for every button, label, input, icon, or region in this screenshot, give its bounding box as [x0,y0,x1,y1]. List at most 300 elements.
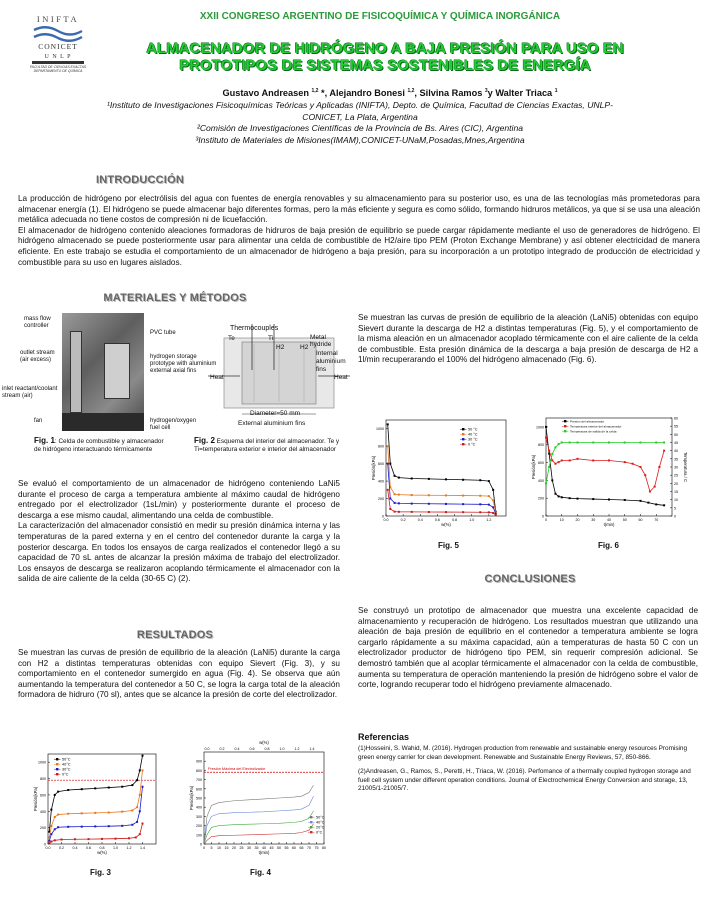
fig6-data-point [592,498,594,500]
fig6-ytick-label: 800 [538,443,544,448]
fig3-ytick-label: 0 [44,842,46,847]
fig4-series-line [204,824,314,844]
intro-paragraph-2: El almacenador de hidrógeno contenido aleaciones formadoras de hidruros de baja presión de equilibrio se puede cargar rápidamente mediante el uso de generadores de hidrógeno. El hidrógeno almacenado se puede posteriormente usar para alimentar una celda de combustible de H2/aire tipo PEM (Proton Exchange Membrane) y así obtener electricidad de manera eficiente. En este trabajo se estudia el comportamiento de un almacenador de hidrógeno a baja presión, para su incorporación a un prototipo integrado de producción de electricidad y combustible para su uso en lugares aislados. [18,225,700,267]
fig6-data-point [640,442,642,444]
fig2-label-thermocouples: Thermocouples [230,325,279,332]
fig3-legend-label: 50°C [62,757,71,762]
fig3-data-point [131,809,133,811]
fig6-y2tick-label: 10 [674,498,678,503]
fig6-data-point [545,437,547,439]
fig5-data-point [394,511,396,513]
fig2-label-h2-right: H2 [300,344,309,351]
fig4-ytick-label: 200 [196,824,202,829]
fig3-legend-label: 40°C [62,762,71,767]
fig3-xtick-label: 0.2 [59,846,64,850]
fig5-data-point [462,503,464,505]
fig3-data-point [94,787,96,789]
fig5-data-point [394,493,396,495]
fig5-data-point [479,503,481,505]
right-paragraph-1: Se muestran las curvas de presión de equilibrio de la aleación (LaNi5) obtenidas con equipo Sievert durante la descarga de H2 a distintas temperaturas (Fig. 5), y el comportamiento de la misma aleación en un almacenador acoplado térmicamente con el aire caliente de la celda de combustible. Esta presión dinámica de la descarga a baja presión de descarga de H2 a 1l/min recuperarando el 100% del hidrógeno almacenado (Fig. 6). [358,313,698,365]
fig5-data-point [398,477,400,479]
affiliation-1-line-2: CONICET, La Plata, Argentina [302,111,418,122]
fig4-xtick-label: 70 [307,846,311,850]
fig5-data-point [479,479,481,481]
fig6-data-point [655,442,657,444]
fig5-ytick-label: 400 [378,479,384,484]
fig3-ytick-label: 800 [40,777,46,782]
fig5-data-point [411,494,413,496]
fig3-data-point [139,833,141,835]
fig5-xtick-label: 0.0 [383,518,389,522]
fig5-data-point [445,494,447,496]
conclusions-heading: CONCLUSIONES [484,573,576,585]
fig5-ytick-label: 0 [382,514,384,519]
fig5-chart [366,412,512,530]
fig5-data-point [389,498,391,500]
fig6-legend-label: Presión del almacenador [570,419,605,424]
fig3-data-point [142,769,144,771]
fig3-data-point [50,809,52,811]
reference-2: (2)Andreasen, G., Ramos, S., Peretti, H., Triaca, W. (2016). Perfomance of a thermally coupled hydrogen storage and fuell cell system under different operation conditions. Journal of Electrochemical Energy Conversion and storage, 13, 21005/1-21005/7. [358,768,691,793]
fig1-label-pvc: PVC tube [150,330,176,336]
conicet-logo-icon [28,26,88,42]
fig2-caption-text: Esquema del interior del almacenador. Te y Ti=temperatura exterior e interior del almacenador [194,438,340,453]
fig3-data-point [121,811,123,813]
fig4-top-tick-label: 1.2 [294,747,300,751]
fig6-y2tick-label: 45 [674,441,678,445]
fig6-data-point [608,442,610,444]
fig6-data-point [545,426,547,428]
fig4-top-tick-label: 0.2 [219,747,225,751]
reference-1: (1)Hosseini, S. Wahid, M. (2016). Hydrogen production from renewable and sustainable energy resources Promising green energy carrier for clean development. Renewable and Sustainable Energy Reviews, 57, 850-866. [358,745,688,761]
references-list [358,745,698,794]
fig5-data-point [492,489,494,491]
fig5-data-point [387,445,389,447]
fig5-data-point [394,475,396,477]
fig4-ylabel: Presión(kPa) [189,785,194,811]
fig6-legend-label: Temperatura interior del almacenador [570,424,622,429]
fig6-ytick-label: 1000 [536,425,544,430]
fig5-xtick-label: 0.8 [452,518,458,522]
fig5-data-point [411,511,413,513]
fig5-ytick-label: 200 [378,497,384,502]
fig3-data-point [142,786,144,788]
fig4-top-tick-label: 0.4 [234,747,240,751]
fig3-data-point [67,789,69,791]
fig2-label-h2-left: H2 [276,344,285,351]
fig3-data-point [121,786,123,788]
fig3-data-point [108,825,110,827]
fig6-data-point [647,502,649,504]
fig3-data-point [57,826,59,828]
fig1-caption [34,437,168,454]
fig6-xtick-label: 0 [545,518,547,522]
intro-heading: INTRODUCCIÓN [96,174,184,186]
fig5-xtick-label: 0.2 [400,518,406,522]
intro-text [18,194,700,268]
fig6-data-point [569,442,571,444]
fig3-xtick-label: 1.2 [126,846,132,850]
fig1-fuelcell-shape [104,343,130,399]
fig4-ytick-label: 900 [196,759,202,764]
fig3-data-point [142,823,144,825]
fig6-chart [526,412,692,530]
fig6-xtick-label: 40 [607,518,611,522]
fig6-ytick-label: 200 [538,496,544,501]
fig4-top-tick-label: 0.6 [249,747,255,751]
fig6-data-point [649,491,651,493]
fig6-data-point [592,459,594,461]
methods-paragraph-1: Se evaluó el comportamiento de un almacenador de hidrógeno conteniendo LaNi5 durante el proceso de carga a temperatura ambiente al máximo caudal de hidrógeno entregado por el electrolizador (1sL/min) y posteriormente durante el proceso de descarga a ese mismo caudal, alimentando una celda de combustible. [18,479,340,520]
fig6-data-point [569,459,571,461]
fig3-chart [30,748,162,858]
fig2-caption [194,437,344,454]
fig3-xtick-label: 0.0 [45,846,51,850]
fig5-data-point [428,494,430,496]
fig4-ytick-label: 600 [196,787,202,792]
fig3-data-point [94,812,96,814]
results-text [18,648,340,701]
fig5-legend-label: 40 °C [468,432,478,437]
affiliation-2: ²Comisión de Investigaciones Científicas de la Provincia de Bs. Aires (CIC), Argentina [196,123,524,133]
fig5-data-point [411,503,413,505]
fig2-label-diameter: Diameter=50 mm [250,410,301,417]
fig4-ytick-label: 100 [196,833,202,838]
fig5-data-point [387,423,389,425]
fig2-label-metal-hydride: Metal hydride [310,334,332,348]
fig4-xtick-label: 30 [247,846,251,850]
fig5-data-point [394,502,396,504]
fig5-xtick-label: 0.6 [434,518,440,522]
fig6-data-point [577,458,579,460]
fig5-ytick-label: 1000 [376,427,384,432]
fig6-data-point [554,446,556,448]
references-heading: Referencias [358,732,410,742]
fig4-xtick-label: 0 [203,846,205,850]
fig6-data-point [663,450,665,452]
conclusions-text [358,606,698,691]
fig5-legend-label: 0 °C [468,442,476,447]
fig3-xtick-label: 1.4 [140,846,145,850]
fig6-data-point [644,474,646,476]
fig5-xtick-label: 1.0 [469,518,475,522]
fig1-label-outlet: outlet stream (air excess) [20,350,55,363]
fig5-data-point [488,480,490,482]
fig4-ytick-label: 300 [196,814,202,819]
methods-paragraph-2: La caracterización del almacenador consistió en medir su presión dinámica interna y las temperaturas de la pared externa y en el centro del contenedor durante la carga y la posterior descarga. En todos los ensayos de carga realizados el contenedor llegó a su capacidad de 70 sL antes de alcanzar la presión máxima de trabajo del electrolizador. Los ensayos de descarga se realizaron acoplando térmicamente el almacenador con la salida de aire caliente de la celda (30-65 C) (2). [18,521,340,584]
fig6-xtick-label: 20 [575,518,580,522]
fig4-xtick-label: 10 [217,846,221,850]
fig2-label-ti: Ti [268,335,274,342]
fig5-xlabel: w(%) [441,522,451,527]
fig3-data-point [136,779,138,781]
fig6-data-point [577,498,579,500]
intro-paragraph-1: La producción de hidrógeno por electrólisis del agua con fuentes de energía renovables y su almacenamiento para su posterior uso, es una de las tecnologías más prometedoras para almacenar energía (1). El hidrógeno se puede almacenar bajo diferentes formas, pero la más eficiente y segura es como sólido, formando hidruros metálicos, ya que si se usa una aleación metálica adecuada no tiene costos de compresión ni de licuefacción. [18,194,700,225]
fig4-xtick-label: 80 [322,846,326,850]
fig6-data-point [654,486,656,488]
fig3-data-point [54,839,56,841]
fig3-legend-label: 30°C [62,767,71,772]
fig3-data-point [50,825,52,827]
fig5-series-line [388,464,496,514]
fig4-xtick-label: 40 [262,846,266,850]
fig3-xtick-label: 1.0 [113,846,118,850]
fig3-data-point [121,825,123,827]
fig5-data-point [479,511,481,513]
fig3-data-point [50,841,52,843]
fig6-data-point [554,493,556,495]
fig3-ytick-label: 200 [40,826,46,831]
fig5-label: Fig. 5 [438,541,459,550]
fig6-data-point [551,479,553,481]
fig3-data-point [139,769,141,771]
fig6-y2tick-label: 35 [674,457,678,462]
fig6-data-point [577,442,579,444]
fig3-xlabel: w(%) [97,850,107,855]
fig4-series-line [204,785,314,844]
authors: Gustavo Andreasen $^{1,2}$ *, Alejandro Bonesi $^{1,2}$, Silvina Ramos $^3$y Walter Triaca $^1$ [222,88,558,99]
fig5-plot-frame [386,420,506,516]
fig3-data-point [81,788,83,790]
fig3-data-point [135,836,137,838]
fig4-plot-frame [204,752,324,844]
fig6-data-point [655,503,657,505]
fig3-data-point [48,840,50,842]
fig6-xtick-label: 10 [559,518,564,522]
fig1-label-storage: hydrogen storage prototype with aluminium external axial fins [150,354,217,374]
fig1-label-inlet: inlet reactant/coolant stream (air) [2,386,58,399]
fig3-ytick-label: 1000 [38,760,46,765]
fig5-xtick-label: 1.2 [486,518,492,522]
fig3-data-point [108,787,110,789]
fig5-data-point [387,463,389,465]
fig5-data-point [488,495,490,497]
fig4-ytick-label: 0 [200,842,202,847]
fig6-ytick-label: 0 [542,514,544,519]
fig4-series-line [204,796,314,844]
conclusions-paragraph-1: Se construyó un prototipo de almacenador que muestra una excelente capacidad de almacenamiento y recuperación de hidrógeno. Los resultados muestran que utilizando una aleación de baja presión de equilibrio en el contenedor a temperatura ambiente se logra cargarlo rápidamente a su máxima capacidad, aún a temperaturas de hasta 50 C con un electrolizador productor de hidrógeno tipo PEM, sin requerir compresión adicional. Se demostró también que al acoplar térmicamente el almacenador con la celda de combustible, aumenta su temperatura de operación manteniendo la presión de hidrógeno sobre el valor de corte, logrando recuperar todo el hidrógeno previamente almacenado. [358,606,698,690]
fig4-xtick-label: 20 [232,846,236,850]
right-column-text [358,313,698,366]
fig5-data-point [445,503,447,505]
fig1-label-fan: fan [34,418,43,424]
fig5-data-point [492,499,494,501]
fig5-data-point [495,514,497,516]
fig4-legend-label: 40°C [316,820,325,825]
fig6-data-point [561,496,563,498]
fig3-data-point [88,838,90,840]
fig6-y2tick-label: 0 [674,514,676,519]
fig5-ytick-label: 800 [378,444,384,449]
fig4-xtick-label: 60 [292,846,296,850]
fig3-data-point [142,755,144,757]
fig3-data-point [57,814,59,816]
fig5-data-point [411,477,413,479]
fig6-data-point [640,466,642,468]
fig6-data-point [658,466,660,468]
fig6-ytick-label: 600 [538,461,544,466]
fig3-data-point [128,837,130,839]
fig3-data-point [139,810,141,812]
fig4-top-tick-label: 0.0 [204,747,210,751]
fig2-label-heat-right: Heat [334,374,348,381]
fig6-data-point [561,459,563,461]
fig1-label-mfc: mass flow controller [24,316,51,329]
fig4-xtick-label: 50 [277,846,281,850]
fig5-series-line [388,424,496,511]
fig4-cutoff-label: Presión Máxima del Electrolizador [208,767,266,772]
fig6-data-point [548,450,550,452]
fig3-ytick-label: 600 [40,793,46,798]
methods-heading: MATERIALES Y MÉTODOS [103,292,247,304]
fig6-xtick-label: 30 [591,518,596,522]
fig5-data-point [389,508,391,510]
fig6-data-point [561,442,563,444]
fig2-caption-label: Fig. 2 [194,436,215,445]
logo-block [28,14,88,88]
fig6-series-line [546,438,664,492]
fig3-data-point [81,812,83,814]
fig6-legend-label: Temperatura de salida de la celda [570,429,617,434]
fig3-data-point [67,813,69,815]
fig6-y2tick-label: 50 [674,432,678,437]
fig6-y2tick-label: 55 [674,424,678,429]
fig1-label-fuelcell: hydrogen/oxygen fuel cell [150,418,197,431]
fig5-legend-label: 50 °C [468,427,478,432]
fig4-top-tick-label: 0.8 [264,747,270,751]
fig1-tube-shape [70,331,82,413]
fig2-label-external-fins: External aluminium fins [238,420,306,427]
fig5-data-point [445,511,447,513]
fig4-xtick-label: 5 [210,846,213,850]
fig6-series-line [546,443,664,484]
fig3-data-point [57,791,59,793]
fig6-y2tick-label: 5 [674,506,676,511]
fig3-legend-label: 0°C [62,772,69,777]
fig6-data-point [558,461,560,463]
fig6-y2tick-label: 25 [674,473,678,478]
fig3-data-point [94,825,96,827]
congress-name: XXII CONGRESO ARGENTINO DE FISICOQUÍMICA Y QUÍMICA INORGÁNICA [199,11,561,22]
fig3-data-point [74,838,76,840]
fig3-data-point [108,812,110,814]
fig4-series-line [204,811,314,844]
logo-conicet-text: CONICET [38,42,78,51]
fig6-y2tick-label: 30 [674,465,678,470]
fig5-data-point [488,504,490,506]
affiliation-1-line-1: ¹Instituto de Investigaciones Fisicoquímicas Teóricas y Aplicadas (INIFTA), Depto. de Química, Facultad de Ciencias Exactas, UNLP- [107,100,613,110]
fig5-data-point [492,506,494,508]
fig3-data-point [136,806,138,808]
fig4-legend-label: 20°C [316,825,325,830]
fig6-data-point [624,461,626,463]
logo-unlp-mark [32,61,84,64]
fig5-data-point [398,494,400,496]
fig3-data-point [48,842,50,844]
fig6-xtick-label: 50 [622,518,627,522]
fig4-ytick-label: 700 [196,778,202,783]
fig6-data-point [548,466,550,468]
fig6-data-point [640,500,642,502]
title-line-1: ALMACENADOR DE HIDRÓGENO A BAJA PRESIÓN PARA USO EN [146,40,624,57]
fig5-data-point [462,511,464,513]
fig4-xlabel: t(min) [258,850,270,855]
fig5-xtick-label: 0.4 [417,518,423,522]
fig6-data-point [558,495,560,497]
fig2-label-internal-fins: Internal aluminium fins [316,350,346,373]
fig5-data-point [462,479,464,481]
fig3-data-point [54,816,56,818]
fig4-xtick-label: 15 [224,846,229,850]
fig6-y2tick-label: 20 [674,481,678,486]
fig5-data-point [428,511,430,513]
fig4-legend-label: 50°C [316,815,325,820]
fig6-xtick-label: 60 [638,518,643,522]
fig4-top-tick-label: 1.4 [309,747,315,751]
fig3-data-point [54,828,56,830]
logo-faculty-text: FACULTAD DE CIENCIAS EXACTAS DEPARTAMENTO DE QUÍMICA [29,65,87,73]
fig4-legend-label: 0°C [316,830,323,835]
fig6-data-point [558,443,560,445]
fig4-top-xlabel: w(%) [259,740,269,745]
fig3-xtick-label: 0.6 [86,846,91,850]
fig5-data-point [492,512,494,514]
fig4-label: Fig. 4 [250,868,271,877]
poster-title [90,40,680,74]
fig4-chart [184,736,330,858]
logo-inifta-text: INIFTA [36,14,80,24]
fig5-data-point [387,489,389,491]
fig3-xtick-label: 0.8 [99,846,105,850]
fig5-data-point [389,463,391,465]
fig6-data-point [545,482,547,484]
fig6-y2label: Temperatura / C [683,451,688,483]
fig6-xlabel: t(min) [603,522,615,527]
fig5-data-point [398,502,400,504]
fig3-xtick-label: 0.4 [72,846,78,850]
fig3-data-point [54,794,56,796]
fig5-data-point [398,511,400,513]
fig3-data-point [136,821,138,823]
fig6-ytick-label: 400 [538,478,544,483]
fig5-data-point [488,511,490,513]
fig5-ylabel: Presión(kPa) [371,455,376,481]
fig4-top-tick-label: 1.0 [279,747,285,751]
fig6-y2tick-label: 40 [674,449,678,454]
fig2-label-heat-left: Heat [210,374,224,381]
fig6-data-point [569,497,571,499]
fig3-ylabel: Presión(kPa) [33,786,38,812]
fig4-xtick-label: 25 [239,846,244,850]
methods-text [18,479,340,585]
fig6-y2tick-label: 60 [674,416,678,421]
fig6-data-point [663,442,665,444]
fig5-data-point [445,478,447,480]
fig4-xtick-label: 55 [284,846,289,850]
fig6-data-point [624,499,626,501]
results-heading: RESULTADOS [136,629,214,641]
fig3-data-point [50,833,52,835]
fig3-data-point [81,826,83,828]
fig3-data-point [115,838,117,840]
fig3-data-point [61,839,63,841]
fig6-data-point [554,463,556,465]
fig4-ytick-label: 500 [196,796,202,801]
fig3-data-point [131,824,133,826]
fig6-data-point [663,504,665,506]
fig3-ytick-label: 400 [40,809,46,814]
fig1-photo [62,313,144,431]
